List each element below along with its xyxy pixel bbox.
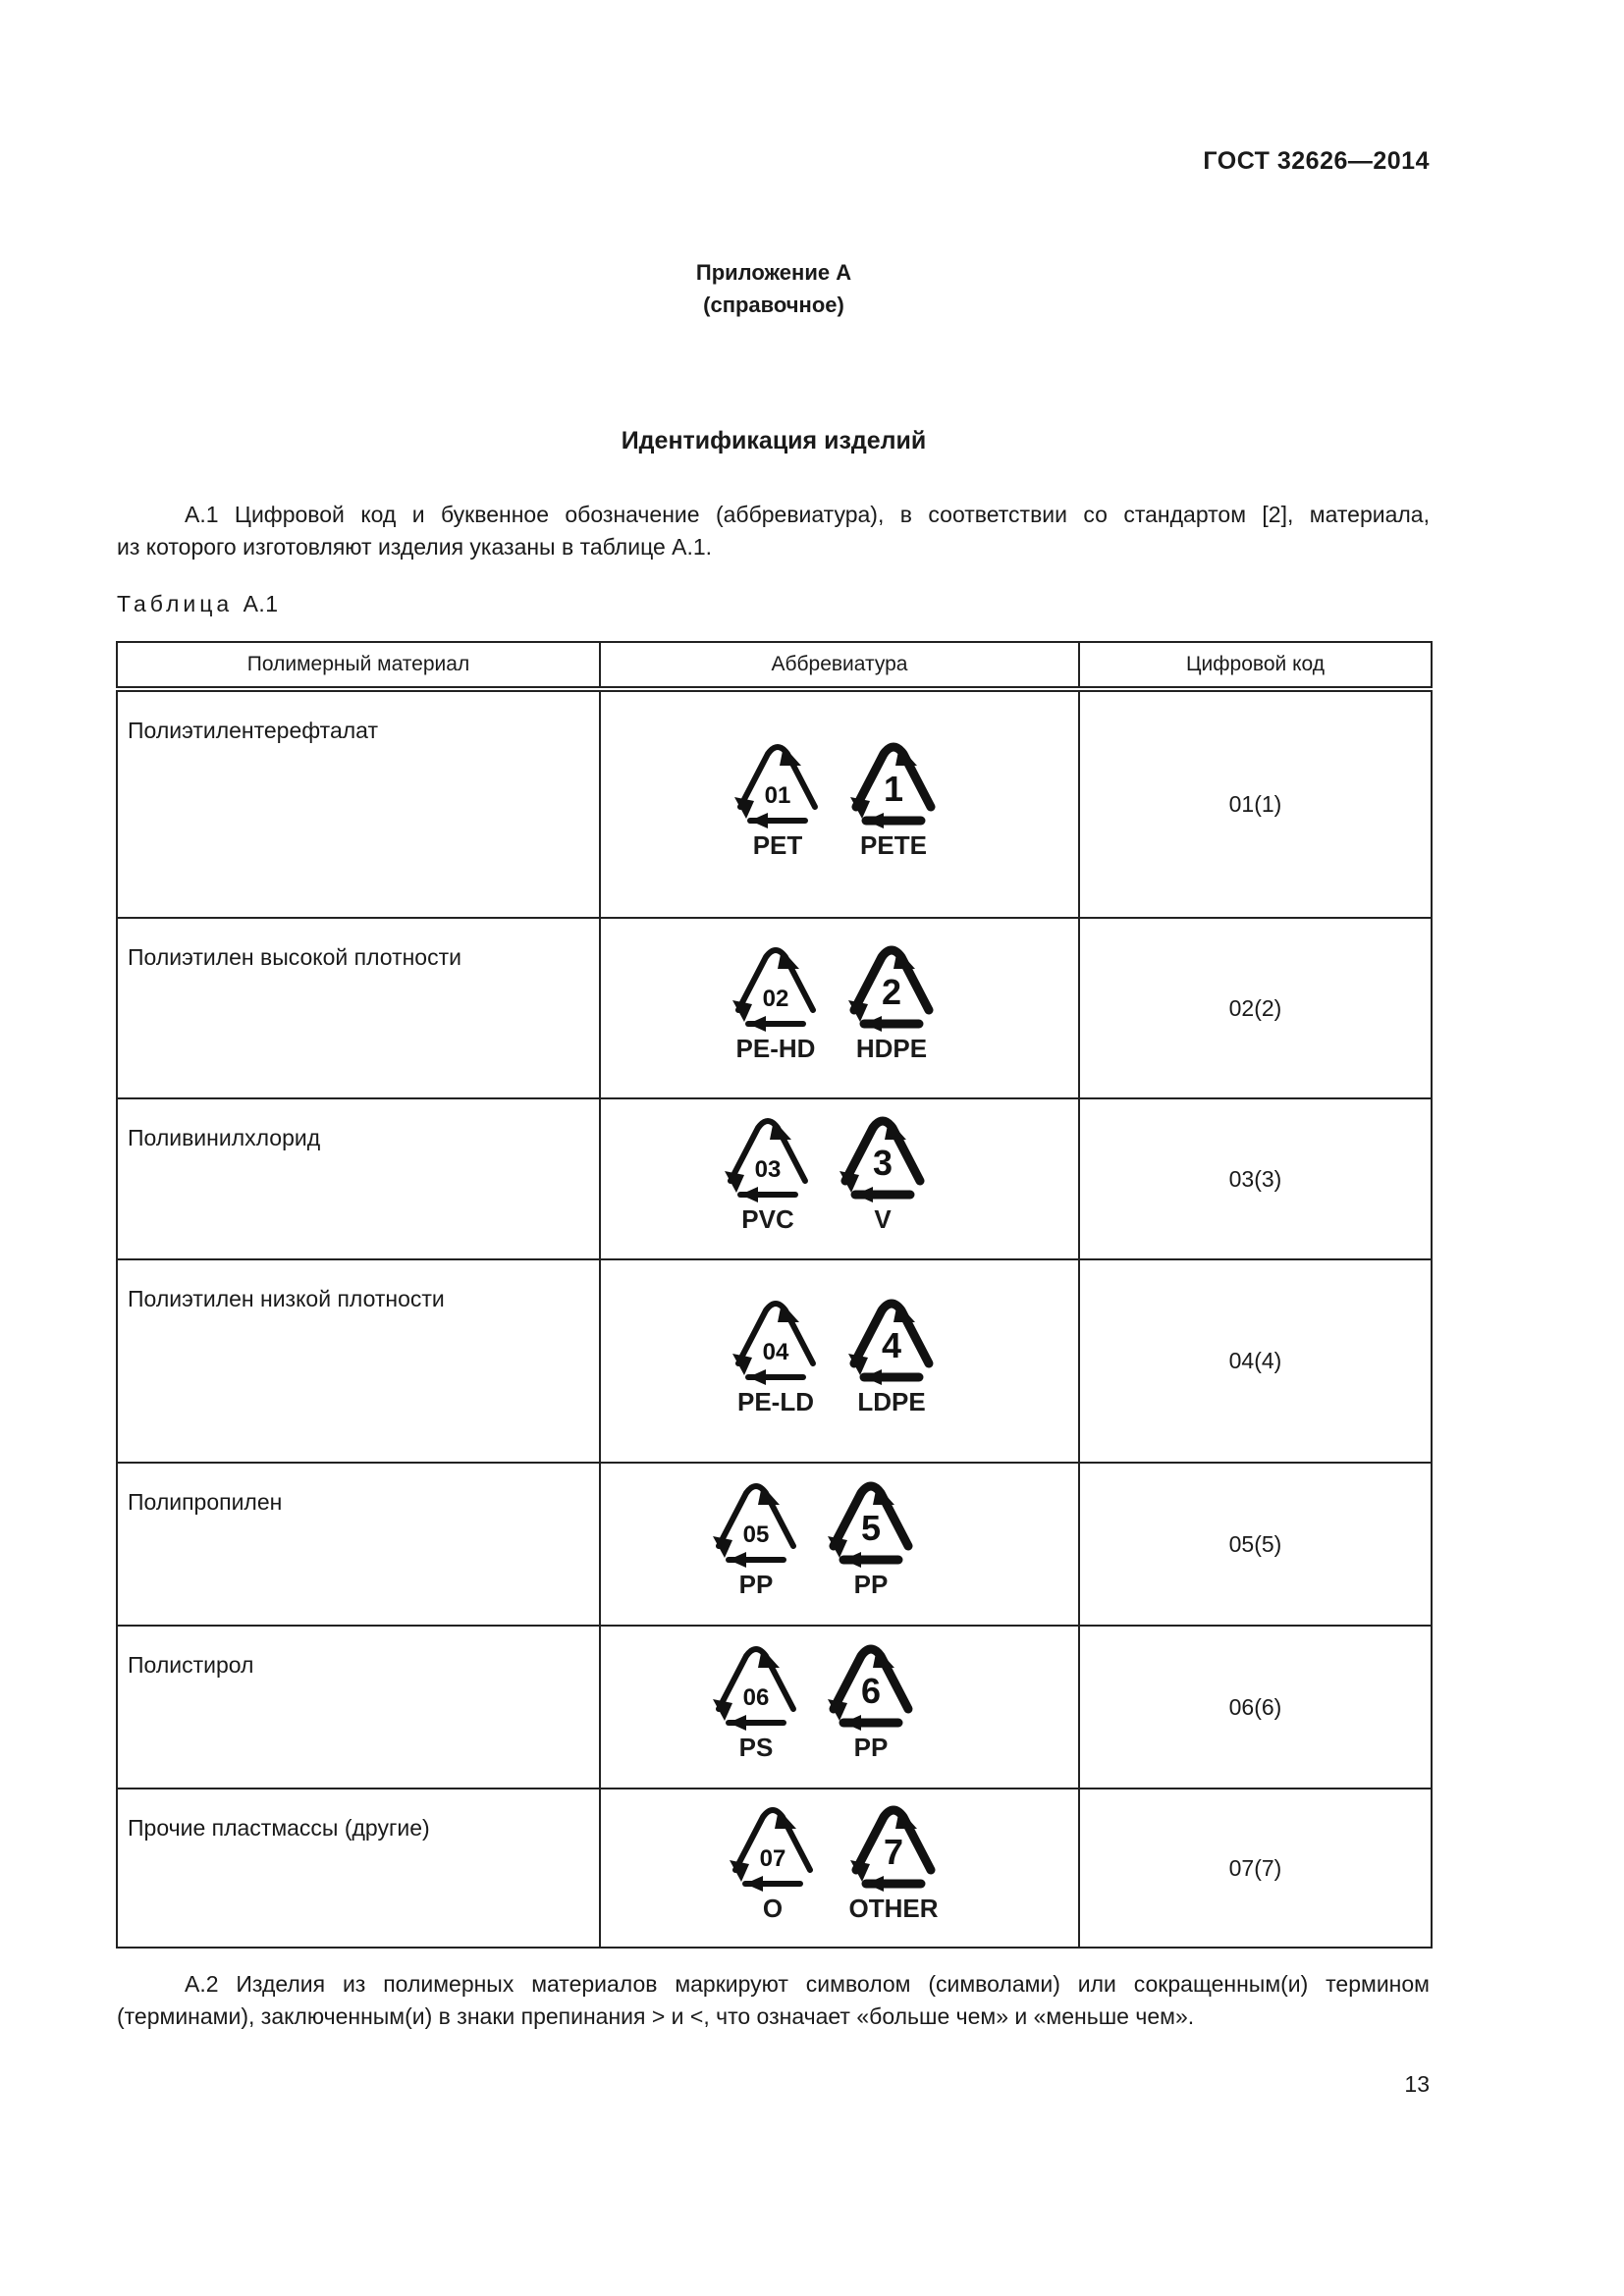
- abbreviation-label: PET: [752, 829, 803, 860]
- material-name: Полистирол: [128, 1652, 254, 1678]
- recycling-triangle-icon: [822, 1638, 920, 1736]
- appendix-subtitle: (справочное): [703, 293, 844, 317]
- material-name: Полипропилен: [128, 1489, 283, 1515]
- recycling-symbols: [601, 1475, 1080, 1613]
- recycling-triangle-icon: [724, 1799, 822, 1897]
- material-cell: [117, 1259, 600, 1463]
- abbreviation-label: PP: [853, 1733, 889, 1762]
- material-name: Поливинилхлорид: [128, 1125, 321, 1150]
- recycling-code-number: 1: [883, 768, 904, 809]
- abbreviation-label: PVC: [741, 1204, 794, 1234]
- numeric-code-cell: 03(3): [1079, 1098, 1432, 1259]
- recycling-code-number: 03: [754, 1156, 782, 1183]
- abbreviation-label: PE-HD: [735, 1034, 816, 1063]
- paragraph-a2: [117, 1968, 1430, 2033]
- recycling-symbol-right: [834, 1110, 932, 1248]
- abbreviation-cell: [600, 918, 1079, 1098]
- standard-code: ГОСТ 32626—2014: [1203, 147, 1430, 175]
- recycling-symbol-left: [707, 1475, 805, 1613]
- recycling-symbol-left: [724, 1799, 822, 1937]
- recycling-triangle-icon: [707, 1638, 805, 1736]
- material-cell: [117, 689, 600, 918]
- recycling-symbols: [601, 1110, 1080, 1248]
- identification-table: [116, 641, 1433, 1949]
- abbreviation-label: PP: [853, 1570, 889, 1599]
- table-row: [117, 689, 1432, 918]
- abbreviation-label: O: [762, 1894, 784, 1923]
- numeric-code-cell: 06(6): [1079, 1626, 1432, 1789]
- recycling-symbol-left: [727, 1293, 825, 1430]
- recycling-code-number: 2: [881, 972, 902, 1012]
- table-row: [117, 1259, 1432, 1463]
- numeric-code-cell: 01(1): [1079, 689, 1432, 918]
- recycling-symbol-left: [707, 1638, 805, 1776]
- recycling-triangle-icon: [834, 1110, 932, 1208]
- appendix-title: Приложение А: [695, 260, 852, 285]
- recycling-symbols: [601, 1293, 1080, 1430]
- abbreviation-label: PS: [738, 1733, 774, 1762]
- paragraph-a2-line1: А.2 Изделия из полимерных материалов маркируют символом (символами) или сокращенным(и) термином: [185, 1971, 1430, 1997]
- abbreviation-label: HDPE: [855, 1034, 928, 1063]
- recycling-code-number: 01: [764, 781, 791, 809]
- recycling-code-number: 02: [762, 986, 789, 1012]
- abbreviation-label: V: [874, 1204, 892, 1234]
- table-row: [117, 1098, 1432, 1259]
- abbreviation-cell: [600, 1098, 1079, 1259]
- recycling-symbol-right: [842, 1293, 941, 1430]
- material-name: Полиэтилентерефталат: [128, 718, 378, 743]
- header-abbreviation: Аббревиатура: [600, 642, 1079, 689]
- recycling-triangle-icon: [727, 1293, 825, 1391]
- recycling-code-number: 04: [762, 1338, 789, 1365]
- recycling-code-number: 5: [860, 1508, 882, 1548]
- numeric-code-cell: 07(7): [1079, 1789, 1432, 1948]
- abbreviation-label: LDPE: [857, 1386, 926, 1416]
- recycling-triangle-icon: [844, 1799, 943, 1897]
- recycling-triangle-icon: [719, 1110, 817, 1208]
- abbreviation-label: PP: [738, 1570, 774, 1599]
- page-number: 13: [1404, 2071, 1430, 2097]
- numeric-code-cell: 02(2): [1079, 918, 1432, 1098]
- recycling-triangle-icon: [822, 1475, 920, 1574]
- recycling-code-number: 4: [881, 1324, 902, 1365]
- material-cell: [117, 1463, 600, 1626]
- recycling-triangle-icon: [707, 1475, 805, 1574]
- material-name: Полиэтилен высокой плотности: [128, 944, 461, 970]
- abbreviation-label: PETE: [860, 829, 927, 860]
- abbreviation-label: PE-LD: [737, 1386, 814, 1416]
- recycling-code-number: 05: [742, 1522, 770, 1548]
- numeric-code-cell: 04(4): [1079, 1259, 1432, 1463]
- numeric-code-cell: 05(5): [1079, 1463, 1432, 1626]
- paragraph-a1-line2: из которого изготовляют изделия указаны в таблице А.1.: [117, 534, 713, 560]
- table-caption: [117, 591, 279, 617]
- recycling-triangle-icon: [729, 736, 827, 834]
- table-header-row: [117, 642, 1432, 689]
- header-code: Цифровой код: [1079, 642, 1432, 689]
- material-name: Прочие пластмассы (другие): [128, 1815, 430, 1841]
- table-row: [117, 918, 1432, 1098]
- paragraph-a1-line1: А.1 Цифровой код и буквенное обозначение (аббревиатура), в соответствии со стандартом [2], материала,: [185, 502, 1430, 527]
- abbreviation-cell: [600, 1259, 1079, 1463]
- recycling-code-number: 3: [872, 1143, 893, 1183]
- recycling-symbol-right: [844, 736, 943, 874]
- abbreviation-cell: [600, 1626, 1079, 1789]
- recycling-symbol-right: [842, 939, 941, 1077]
- material-cell: [117, 1626, 600, 1789]
- material-cell: [117, 1098, 600, 1259]
- paragraph-a2-line2: (терминами), заключенным(и) в знаки препинания > и <, что означает «больше чем» и «меньше чем».: [117, 2003, 1195, 2029]
- recycling-symbols: [601, 1799, 1080, 1937]
- table-row: [117, 1463, 1432, 1626]
- recycling-symbols: [601, 939, 1080, 1077]
- material-cell: [117, 918, 600, 1098]
- recycling-symbol-right: [844, 1799, 943, 1937]
- recycling-symbol-left: [727, 939, 825, 1077]
- abbreviation-label: OTHER: [848, 1894, 939, 1923]
- paragraph-a1: [117, 499, 1430, 563]
- abbreviation-cell: [600, 1789, 1079, 1948]
- table-caption-number: А.1: [243, 591, 279, 616]
- recycling-symbol-right: [822, 1638, 920, 1776]
- recycling-symbols: [601, 1638, 1080, 1776]
- table-row: [117, 1626, 1432, 1789]
- material-cell: [117, 1789, 600, 1948]
- abbreviation-cell: [600, 1463, 1079, 1626]
- section-title: Идентификация изделий: [621, 427, 927, 454]
- header-material: Полимерный материал: [117, 642, 600, 689]
- recycling-symbol-left: [719, 1110, 817, 1248]
- recycling-symbol-left: [729, 736, 827, 874]
- material-name: Полиэтилен низкой плотности: [128, 1286, 445, 1311]
- table-row: [117, 1789, 1432, 1948]
- recycling-code-number: 07: [759, 1845, 786, 1872]
- recycling-code-number: 06: [742, 1684, 770, 1711]
- recycling-symbols: [601, 736, 1080, 874]
- recycling-code-number: 6: [860, 1671, 882, 1711]
- abbreviation-cell: [600, 689, 1079, 918]
- recycling-triangle-icon: [844, 736, 943, 834]
- recycling-symbol-right: [822, 1475, 920, 1613]
- table-caption-word: Таблица: [117, 591, 234, 616]
- recycling-code-number: 7: [883, 1832, 904, 1872]
- recycling-triangle-icon: [727, 939, 825, 1038]
- recycling-triangle-icon: [842, 1293, 941, 1391]
- recycling-triangle-icon: [842, 939, 941, 1038]
